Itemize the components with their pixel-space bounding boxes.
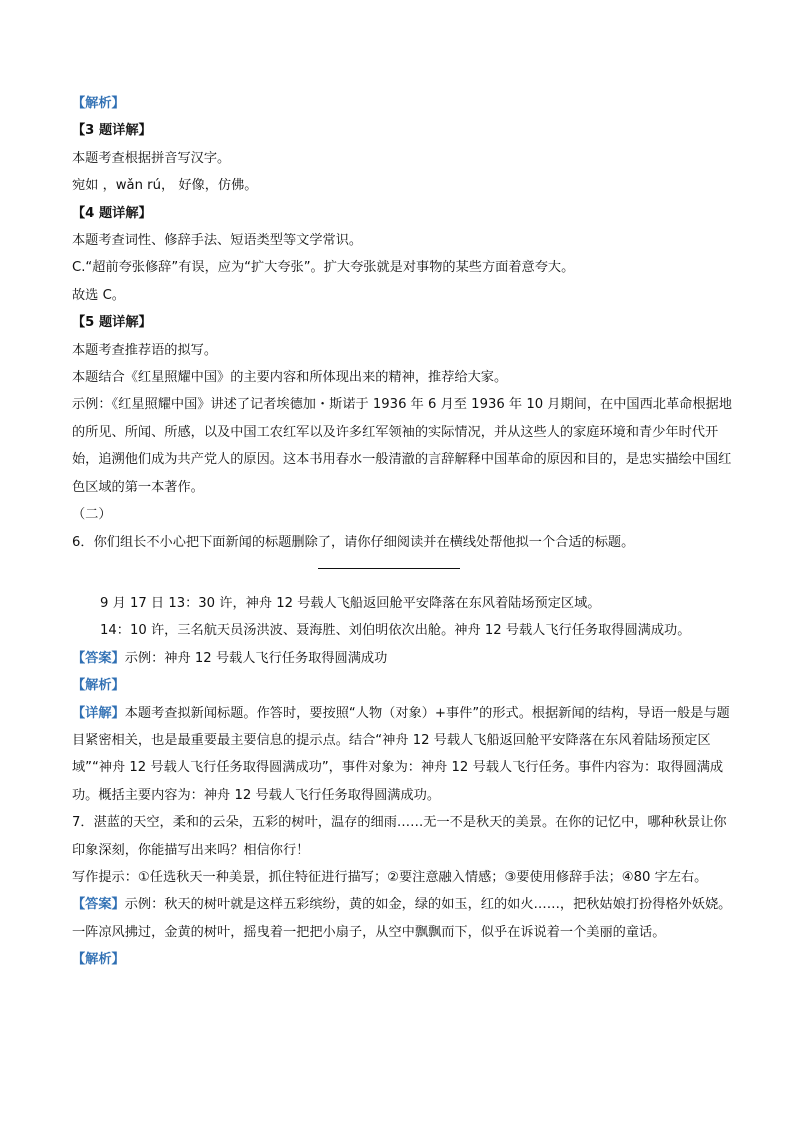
q6-answer-line	[72, 645, 732, 672]
q6-analysis-heading: 【解析】	[72, 678, 125, 694]
news-line-1: 9 月 17 日 13：30 许，神舟 12 号载人飞船返回舱平安降落在东风着陆场预定区域。	[100, 595, 601, 611]
q4-choice-text: 故选 C。	[72, 287, 125, 303]
q6-prompt-text: 6．你们组长不小心把下面新闻的标题删除了，请你仔细阅读并在横线处帮他拟一个合适的标题。	[72, 534, 635, 550]
q5-topic-text: 本题考查推荐语的拟写。	[72, 342, 218, 358]
q4-topic-text: 本题考查词性、修辞手法、短语类型等文学常识。	[72, 233, 363, 249]
answer-label: 【答案】	[72, 650, 125, 666]
title-blank-area	[72, 568, 732, 590]
document-page	[72, 90, 732, 974]
q7-answer-text: 示例：秋天的树叶就是这样五彩缤纷，黄的如金，绿的如玉，红的如火……，把秋姑娘打扮得格外妖娆。一阵凉风拂过，金黄的树叶，摇曳着一把把小扇子，从空中飘飘而下，似乎在诉说着一个美丽的童话。	[72, 897, 732, 940]
q7-answer-paragraph	[72, 891, 732, 946]
title-blank-line	[318, 568, 460, 569]
q3-topic-text: 本题考查根据拼音写汉字。	[72, 150, 231, 166]
q4-detail-heading: 【4 题详解】	[72, 205, 152, 221]
q5-example-paragraph: 示例：《红星照耀中国》讲述了记者埃德加・斯诺于 1936 年 6 月至 1936 年 10 月期间，在中国西北革命根据地的所见、所闻、所感，以及中国工农红军以及许多红军领袖的实际情况，并从这些人的家庭环境和青少年时代开始，追溯他们成为共产党人的原因。这本书用春水一般清澈的言辞解释中国革命的原因和目的，是忠实描绘中国红色区域的第一本著作。	[72, 397, 732, 495]
q7-prompt-text: 7．湛蓝的天空，柔和的云朵，五彩的树叶，温存的细雨……无一不是秋天的美景。在你的记忆中，哪种秋景让你印象深刻，你能描写出来吗？相信你行！	[72, 815, 727, 858]
q7-analysis-heading: 【解析】	[72, 952, 125, 968]
detail-label: 【详解】	[72, 705, 125, 721]
section-two-heading: （二）	[72, 507, 112, 523]
news-line-2: 14：10 许，三名航天员汤洪波、聂海胜、刘伯明依次出舱。神舟 12 号载人飞行任务取得圆满成功。	[100, 623, 691, 639]
q5-intro-text: 本题结合《红星照耀中国》的主要内容和所体现出来的精神，推荐给大家。	[72, 370, 508, 386]
q6-detail-paragraph	[72, 700, 732, 810]
q3-answer-text: 宛如 ，wǎn rú， 好像，仿佛。	[72, 178, 258, 194]
answer-label: 【答案】	[72, 897, 125, 913]
q7-writing-tips: 写作提示：①任选秋天一种美景，抓住特征进行描写；②要注意融入情感；③要使用修辞手法；④80 字左右。	[72, 869, 708, 885]
q5-detail-heading: 【5 题详解】	[72, 315, 152, 331]
q6-answer-text: 示例：神舟 12 号载人飞行任务取得圆满成功	[124, 650, 388, 666]
analysis-heading: 【解析】	[72, 96, 125, 111]
q3-detail-heading: 【3 题详解】	[72, 123, 152, 139]
q6-detail-text: 本题考查拟新闻标题。作答时，要按照“人物（对象）+事件”的形式。根据新闻的结构，导语一般是与题目紧密相关，也是最重要最主要信息的提示点。结合“神舟 12 号载人飞船返回舱平安降落在东风着陆场预定区域”“神舟 12 号载人飞行任务取得圆满成功”，事件对象为：神舟 12 号载人飞行任务。事件内容为：取得圆满成功。概括主要内容为：神舟 12 号载人飞行任务取得圆满成功。	[72, 705, 730, 803]
q4-explanation-text: C.“超前夸张修辞”有误，应为“扩大夸张”。扩大夸张就是对事物的某些方面着意夸大。	[72, 260, 575, 276]
